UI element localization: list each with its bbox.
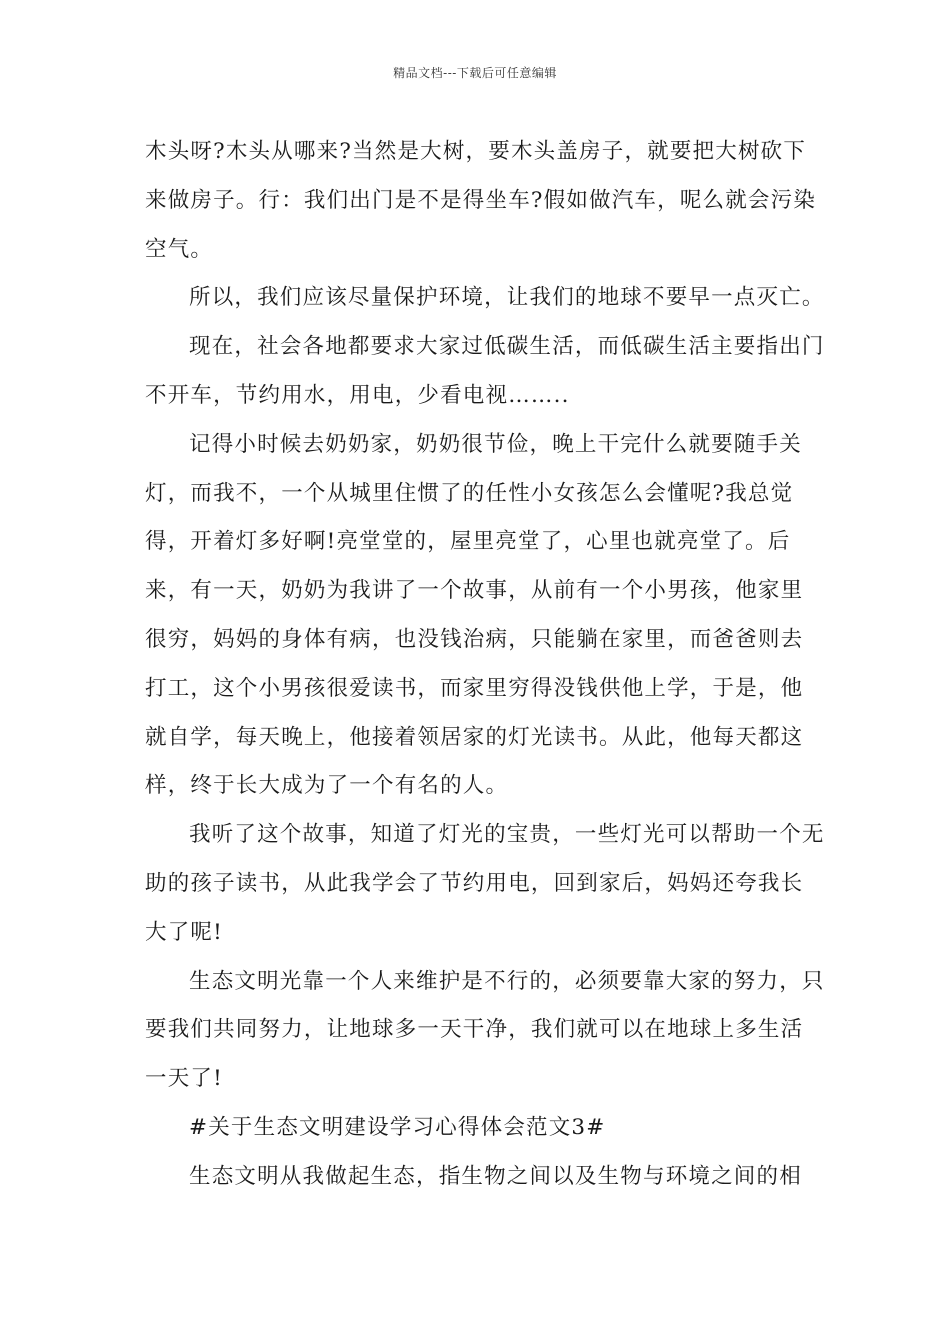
paragraph: 所以，我们应该尽量保护环境，让我们的地球不要早一点灭亡。	[189, 285, 825, 311]
section-heading: #关于生态文明建设学习心得体会范文3#	[189, 1114, 606, 1140]
paragraph: 记得小时候去奶奶家，奶奶很节俭，晚上干完什么就要随手关灯，而我不，一个从城里住惯了的任性小女孩怎么会懂呢?我总觉得，开着灯多好啊!亮堂堂的，屋里亮堂了，心里也就亮堂了。后来，有一天，奶奶为我讲了一个故事，从前有一个小男孩，他家里很穷，妈妈的身体有病，也没钱治病，只能躺在家里，而爸爸则去打工，这个小男孩很爱读书，而家里穷得没钱供他上学，于是，他就自学，每天晚上，他接着领居家的灯光读书。从此，他每天都这样，终于长大成为了一个有名的人。	[145, 431, 804, 799]
paragraph: 现在，社会各地都要求大家过低碳生活，而低碳生活主要指出门不开车，节约用水，用电，少看电视……..	[145, 334, 825, 408]
paragraph: 我听了这个故事，知道了灯光的宝贵，一些灯光可以帮助一个无助的孩子读书，从此我学会了节约用电，回到家后，妈妈还夸我长大了呢!	[145, 822, 825, 945]
page-header: 精品文档---下载后可任意编辑	[393, 66, 557, 80]
paragraph: 木头呀?木头从哪来?当然是大树，要木头盖房子，就要把大树砍下来做房子。行：我们出门是不是得坐车?假如做汽车，呢么就会污染空气。	[145, 139, 817, 262]
paragraph: 生态文明从我做起生态，指生物之间以及生物与环境之间的相	[189, 1163, 802, 1189]
paragraph: 生态文明光靠一个人来维护是不行的，必须要靠大家的努力，只要我们共同努力，让地球多一天干净，我们就可以在地球上多生活一天了!	[145, 968, 825, 1092]
document-body	[145, 128, 825, 1202]
